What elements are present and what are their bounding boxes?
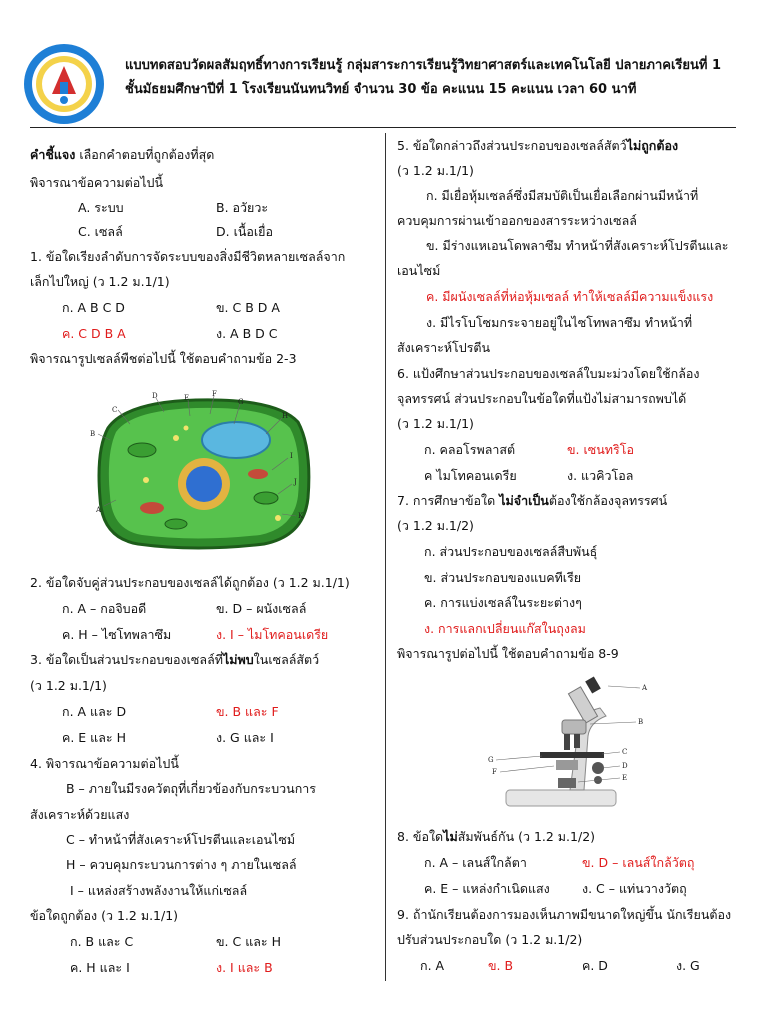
consider-text: พิจารณาข้อความต่อไปนี้ xyxy=(30,175,163,190)
q9-text-2: ปรับส่วนประกอบใด (ว 1.2 ม.1/2) xyxy=(397,932,583,947)
q5-choice-a-2: ควบคุมการผ่านเข้าออกของสารระหว่างเซลล์ xyxy=(397,213,637,228)
scope-label-g: G xyxy=(488,756,494,764)
q4-choice-c[interactable]: ค. H และ I xyxy=(70,960,130,975)
q9-text: 9. ถ้านักเรียนต้องการมองเห็นภาพมีขนาดใหญ่ขึ้น นักเรียนต้อง xyxy=(397,907,732,922)
q4-statement-i: I – แหล่งสร้างพลังงานให้แก่เซลล์ xyxy=(70,883,248,898)
q6-text: 6. แป้งศึกษาส่วนประกอบของเซลล์ใบมะม่วงโดยใช้กล้อง xyxy=(397,366,700,381)
q2-text: 2. ข้อใดจับคู่ส่วนประกอบของเซลล์ได้ถูกต้อง (ว 1.2 ม.1/1) xyxy=(30,575,350,590)
cell-label-e: E xyxy=(184,394,190,402)
header-rule xyxy=(30,127,736,128)
q9-choice-d[interactable]: ง. G xyxy=(676,958,700,973)
q8-choice-b-answer[interactable]: ข. D – เลนส์ใกล้วัตถุ xyxy=(582,855,695,870)
q5-choice-d[interactable]: ง. มีไรโบโซมกระจายอยู่ในไซโทพลาซึม ทำหน้าที่ xyxy=(426,315,693,330)
q4-ask: ข้อใดถูกต้อง (ว 1.2 ม.1/1) xyxy=(30,908,179,923)
cell-label-c: C xyxy=(112,406,118,414)
q3-text: 3. ข้อใดเป็นส่วนประกอบของเซลล์ที่ไม่พบในเซลล์สัตว์ xyxy=(30,652,320,667)
q3-choice-a[interactable]: ก. A และ D xyxy=(62,704,127,719)
scope-label-a: A xyxy=(642,684,648,692)
plant-cell-figure xyxy=(86,388,316,556)
q8-text: 8. ข้อใดไม่สัมพันธ์กัน (ว 1.2 ม.1/2) xyxy=(397,829,596,844)
q6-text-3: (ว 1.2 ม.1/1) xyxy=(397,416,474,431)
q2-choice-d-answer[interactable]: ง. I – ไมโทคอนเดรีย xyxy=(216,627,329,642)
q2-choice-a[interactable]: ก. A – กอจิบอดี xyxy=(62,601,147,616)
q8-choice-c[interactable]: ค. E – แหล่งกำเนิดแสง xyxy=(424,881,550,896)
q4-statement-b-2: สังเคราะห์ด้วยแสง xyxy=(30,807,130,822)
q5-choice-b-2: เอนไซม์ xyxy=(397,263,441,278)
q5-choice-b[interactable]: ข. มีร่างแหเอนโดพลาซึม ทำหน้าที่สังเคราะห์โปรตีนและ xyxy=(426,238,729,253)
q7-choice-c[interactable]: ค. การแบ่งเซลล์ในระยะต่างๆ xyxy=(424,595,582,610)
q6-choice-c[interactable]: ค ไมโทคอนเดรีย xyxy=(424,468,517,483)
fig-intro-microscope: พิจารณารูปต่อไปนี้ ใช้ตอบคำถามข้อ 8-9 xyxy=(397,646,619,661)
q1-text: 1. ข้อใดเรียงลำดับการจัดระบบของสิ่งมีชีวิตหลายเซลล์จาก xyxy=(30,249,346,264)
q4-choice-b[interactable]: ข. C และ H xyxy=(216,934,281,949)
school-logo xyxy=(22,42,106,126)
q1-text-2: เล็กไปใหญ่ (ว 1.2 ม.1/1) xyxy=(30,274,170,289)
cell-label-h: H xyxy=(282,412,289,420)
instructions: คำชี้แจง เลือกคำตอบที่ถูกต้องที่สุด xyxy=(30,147,215,162)
q5-text-2: (ว 1.2 ม.1/1) xyxy=(397,163,474,178)
scope-label-f: F xyxy=(492,768,497,776)
q8-choice-a[interactable]: ก. A – เลนส์ใกล้ตา xyxy=(424,855,527,870)
fig-intro-cell: พิจารณารูปเซลล์พืชต่อไปนี้ ใช้ตอบคำถามข้อ 2-3 xyxy=(30,351,297,366)
column-divider xyxy=(385,133,386,981)
scope-label-c: C xyxy=(622,748,628,756)
q4-statement-h: H – ควบคุมกระบวนการต่าง ๆ ภายในเซลล์ xyxy=(66,857,297,872)
q1-choice-c-answer[interactable]: ค. C D B A xyxy=(62,326,126,341)
cell-label-f: F xyxy=(212,390,217,398)
q6-text-2: จุลทรรศน์ ส่วนประกอบในข้อใดที่แป้งไม่สามารถพบได้ xyxy=(397,391,687,406)
q3-choice-c[interactable]: ค. E และ H xyxy=(62,730,126,745)
q9-choice-c[interactable]: ค. D xyxy=(582,958,608,973)
q6-choice-a[interactable]: ก. คลอโรพลาสต์ xyxy=(424,442,516,457)
q4-statement-b: B – ภายในมีรงควัตถุที่เกี่ยวข้องกับกระบวนการ xyxy=(66,781,317,796)
q8-choice-d[interactable]: ง. C – แท่นวางวัตถุ xyxy=(582,881,687,896)
q9-choice-a[interactable]: ก. A xyxy=(420,958,445,973)
q7-text-2: (ว 1.2 ม.1/2) xyxy=(397,518,474,533)
microscope-figure xyxy=(470,672,670,812)
scope-label-e: E xyxy=(622,774,628,782)
q7-choice-d-answer[interactable]: ง. การแลกเปลี่ยนแก๊สในถุงลม xyxy=(424,621,586,636)
q7-text: 7. การศึกษาข้อใด ไม่จำเป็นต้องใช้กล้องจุลทรรศน์ xyxy=(397,493,668,508)
q1-choice-b[interactable]: ข. C B D A xyxy=(216,300,280,315)
q9-choice-b-answer[interactable]: ข. B xyxy=(488,958,514,973)
scope-label-d: D xyxy=(622,762,628,770)
cell-label-g: G xyxy=(238,398,244,406)
q6-choice-d[interactable]: ง. แวคิวโอล xyxy=(567,468,634,483)
cell-label-a: A xyxy=(96,506,102,514)
term-b: B. อวัยวะ xyxy=(216,200,269,215)
term-c: C. เซลล์ xyxy=(78,224,123,239)
q7-choice-a[interactable]: ก. ส่วนประกอบของเซลล์สืบพันธุ์ xyxy=(424,544,598,559)
cell-label-b: B xyxy=(90,430,96,438)
q1-choice-a[interactable]: ก. A B C D xyxy=(62,300,125,315)
term-d: D. เนื้อเยื่อ xyxy=(216,224,274,239)
q3-choice-d[interactable]: ง. G และ I xyxy=(216,730,274,745)
q4-choice-a[interactable]: ก. B และ C xyxy=(70,934,134,949)
term-a: A. ระบบ xyxy=(78,200,124,215)
q2-choice-b[interactable]: ข. D – ผนังเซลล์ xyxy=(216,601,307,616)
exam-title-line1: แบบทดสอบวัดผลสัมฤทธิ์ทางการเรียนรู้ กลุ่มสาระการเรียนรู้วิทยาศาสตร์และเทคโนโลยี ปลายภาคเรียนที่ 1 xyxy=(125,58,722,73)
q3-text-2: (ว 1.2 ม.1/1) xyxy=(30,678,107,693)
q3-choice-b-answer[interactable]: ข. B และ F xyxy=(216,704,279,719)
cell-label-i: I xyxy=(290,452,293,460)
cell-label-j: J xyxy=(294,478,297,486)
q5-choice-a[interactable]: ก. มีเยื่อหุ้มเซลล์ซึ่งมีสมบัติเป็นเยื่อเลือกผ่านมีหน้าที่ xyxy=(426,188,699,203)
q2-choice-c[interactable]: ค. H – ไซโทพลาซึม xyxy=(62,627,172,642)
q1-choice-d[interactable]: ง. A B D C xyxy=(216,326,278,341)
q5-choice-d-2: สังเคราะห์โปรตีน xyxy=(397,340,491,355)
q5-choice-c-answer[interactable]: ค. มีผนังเซลล์ที่ห่อหุ้มเซลล์ ทำให้เซลล์มีความแข็งแรง xyxy=(426,289,714,304)
q7-choice-b[interactable]: ข. ส่วนประกอบของแบคทีเรีย xyxy=(424,570,582,585)
q4-statement-c: C – ทำหน้าที่สังเคราะห์โปรตีนและเอนไซม์ xyxy=(66,832,296,847)
q4-text: 4. พิจารณาข้อความต่อไปนี้ xyxy=(30,756,179,771)
cell-label-k: K xyxy=(298,512,304,520)
cell-label-d: D xyxy=(152,392,158,400)
exam-title-line2: ชั้นมัธยมศึกษาปีที่ 1 โรงเรียนนันทนวิทย์ จำนวน 30 ข้อ คะแนน 15 คะแนน เวลา 60 นาที xyxy=(125,82,637,97)
q5-text: 5. ข้อใดกล่าวถึงส่วนประกอบของเซลล์สัตว์ไม่ถูกต้อง xyxy=(397,138,679,153)
q4-choice-d-answer[interactable]: ง. I และ B xyxy=(216,960,273,975)
q6-choice-b-answer[interactable]: ข. เซนทริโอ xyxy=(567,442,634,457)
scope-label-b: B xyxy=(638,718,644,726)
